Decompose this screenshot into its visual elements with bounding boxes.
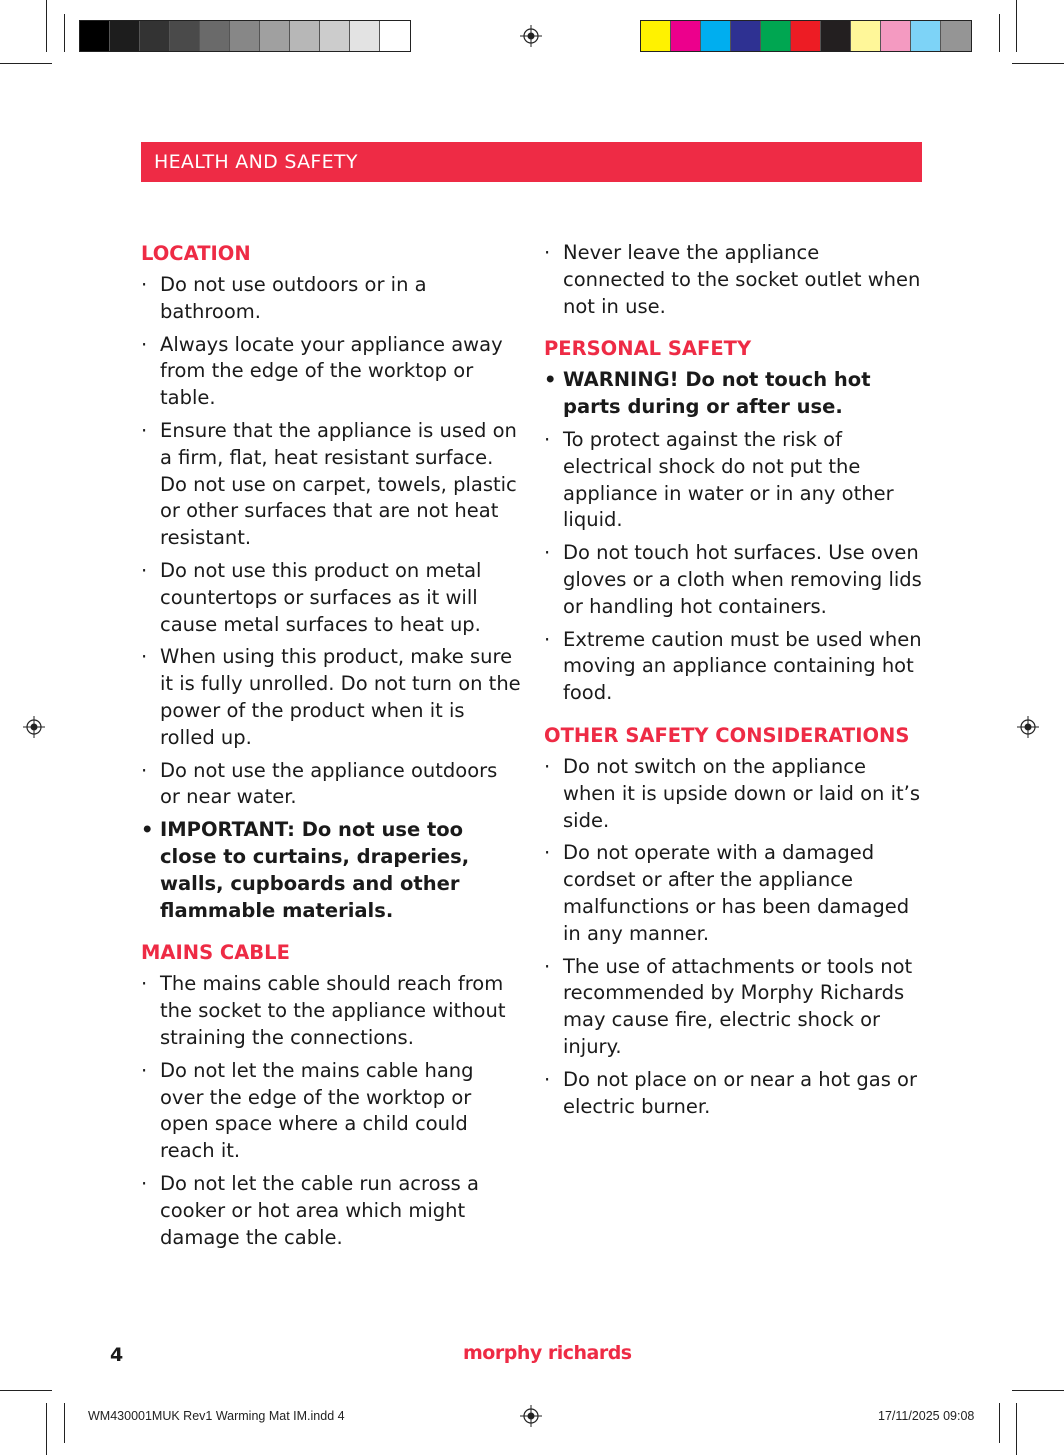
color-swatch <box>230 21 260 51</box>
color-swatch <box>290 21 320 51</box>
list-item: · When using this product, make sure it is fully unrolled. Do not turn on the power of the product when it is rolled up. <box>141 645 521 749</box>
other-safety-list <box>544 754 922 1120</box>
color-swatch <box>671 21 701 51</box>
crop-mark <box>46 0 47 52</box>
color-swatch <box>731 21 761 51</box>
color-swatch <box>641 21 671 51</box>
color-swatch <box>911 21 941 51</box>
crop-mark <box>1012 63 1064 64</box>
location-list <box>141 272 523 924</box>
personal-safety-heading: PERSONAL SAFETY <box>544 337 752 361</box>
list-item: · Do not use this product on metal countertops or surfaces as it will cause metal surfaces to heat up. <box>141 558 482 636</box>
cable-continued-list <box>544 240 922 320</box>
right-column <box>544 240 922 1126</box>
crop-mark <box>1016 0 1017 52</box>
registration-mark-icon <box>520 25 542 47</box>
slug-filename: WM430001MUK Rev1 Warming Mat IM.indd 4 <box>88 1409 345 1423</box>
list-item: · Do not place on or near a hot gas or electric burner. <box>544 1067 918 1118</box>
list-item: · Do not touch hot surfaces. Use oven gloves or a cloth when removing lids or handling hot containers. <box>544 541 922 618</box>
crop-mark <box>1012 1390 1064 1391</box>
color-swatch <box>791 21 821 51</box>
list-item: · Never leave the appliance connected to the socket outlet when not in use. <box>544 241 921 318</box>
color-swatch <box>260 21 290 51</box>
color-swatch <box>200 21 230 51</box>
grey-calibration-bar <box>79 20 411 52</box>
mains-cable-heading: MAINS CABLE <box>141 941 290 965</box>
location-heading: LOCATION <box>141 242 251 265</box>
list-item: · The use of attachments or tools not recommended by Morphy Richards may cause fire, electric shock or injury. <box>544 954 913 1058</box>
crop-mark <box>999 14 1000 52</box>
color-swatch <box>80 21 110 51</box>
slug-timestamp: 17/11/2025 09:08 <box>878 1409 975 1423</box>
color-swatch <box>851 21 881 51</box>
brand-logo: morphy richards <box>463 1342 632 1364</box>
color-swatch <box>881 21 911 51</box>
color-swatch <box>110 21 140 51</box>
warning-item: • WARNING! Do not touch hot parts during or after use. <box>544 368 871 419</box>
registration-mark-icon <box>23 716 45 738</box>
color-swatch <box>140 21 170 51</box>
color-swatch <box>701 21 731 51</box>
color-swatch <box>170 21 200 51</box>
crop-mark <box>0 1390 52 1391</box>
color-swatch <box>761 21 791 51</box>
page-number: 4 <box>110 1344 124 1366</box>
crop-mark <box>0 63 52 64</box>
registration-mark-icon <box>520 1405 542 1427</box>
list-item: · Always locate your appliance away from the edge of the worktop or table. <box>141 332 503 410</box>
list-item: · To protect against the risk of electrical shock do not put the appliance in water or in any other liquid. <box>544 427 894 532</box>
color-swatch <box>320 21 350 51</box>
crop-mark <box>64 1403 65 1443</box>
list-item: · Extreme caution must be used when moving an appliance containing hot food. <box>544 627 922 705</box>
list-item: · Ensure that the appliance is used on a firm, flat, heat resistant surface. Do not use on carpet, towels, plastic or other surfaces that are not heat resistant. <box>141 418 517 550</box>
list-item: · Do not let the cable run across a cooker or hot area which might damage the cable. <box>141 1171 479 1249</box>
crop-mark <box>46 1403 47 1455</box>
color-swatch <box>941 21 971 51</box>
crop-mark <box>999 1403 1000 1443</box>
color-swatch <box>821 21 851 51</box>
color-swatch <box>350 21 380 51</box>
left-column <box>141 240 523 1257</box>
list-item: · The mains cable should reach from the socket to the appliance without straining the connections. <box>141 972 506 1049</box>
crop-mark <box>64 14 65 52</box>
list-item: · Do not switch on the appliance when it is upside down or laid on it’s side. <box>544 754 921 832</box>
mains-cable-list <box>141 971 523 1251</box>
registration-mark-icon <box>1017 716 1039 738</box>
color-swatch <box>380 21 410 51</box>
list-item: · Do not let the mains cable hang over the edge of the worktop or open space where a child could reach it. <box>141 1058 474 1163</box>
list-item: · Do not use the appliance outdoors or near water. <box>141 758 498 809</box>
other-safety-heading: OTHER SAFETY CONSIDERATIONS <box>544 723 910 747</box>
important-warning-item: • IMPORTANT: Do not use too close to curtains, draperies, walls, cupboards and other flammable materials. <box>141 818 470 922</box>
section-title: HEALTH AND SAFETY <box>154 151 358 173</box>
personal-safety-list <box>544 367 922 707</box>
section-title-bar <box>141 142 922 182</box>
list-item: · Do not operate with a damaged cordset or after the appliance malfunctions or has been damaged in any manner. <box>544 841 910 945</box>
color-calibration-bar <box>640 20 972 52</box>
list-item: · Do not use outdoors or in a bathroom. <box>141 273 427 323</box>
crop-mark <box>1016 1403 1017 1455</box>
